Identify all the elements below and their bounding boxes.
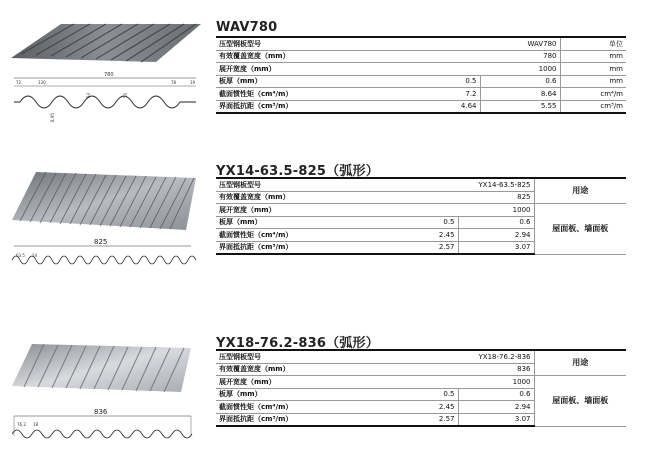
yx14-spec-table xyxy=(216,177,626,255)
table-row: 展开宽度（mm） 1000 屋面板、墙面板 xyxy=(216,376,626,389)
wav780-dim-53a: 53 xyxy=(86,92,91,98)
table-row: 压型钢板型号 YX14-63.5-825 用途 xyxy=(216,178,626,191)
wav780-dim-78: 78 xyxy=(171,80,177,85)
table-row: 界面抵抗距（cm³/m） 4.64 5.55 cm³/m xyxy=(216,100,626,113)
yx14-dim-total: 825 xyxy=(94,238,108,246)
yx18-dim-total: 836 xyxy=(94,408,108,416)
table-row: 展开宽度（mm） 1000 屋面板、墙面板 xyxy=(216,204,626,217)
table-row: 板厚（mm） 0.5 0.6 xyxy=(216,216,626,229)
product-yx18 xyxy=(0,320,650,450)
yx18-dim-depth: 18 xyxy=(33,422,39,427)
table-row: 压型钢板型号 YX18-76.2-836 用途 xyxy=(216,350,626,363)
yx18-dim-pitch: 76.2 xyxy=(17,422,26,427)
wav780-dim-9: 8.95 xyxy=(50,113,55,122)
yx18-title: YX18-76.2-836（弧形） xyxy=(216,336,379,351)
yx18-use-value: 屋面板、墙面板 xyxy=(534,376,626,427)
wav780-dim-19: 19 xyxy=(190,80,196,85)
table-row: 压型钢板型号 WAV780 单位 xyxy=(216,37,626,50)
yx14-use-value: 屋面板、墙面板 xyxy=(534,204,626,255)
yx14-dim-pitch: 63.5 xyxy=(16,253,25,258)
yx14-dim-depth: 14 xyxy=(32,253,38,258)
wav780-dim-130: 130 xyxy=(38,80,46,85)
table-row: 界面抵抗距（cm³/m） 2.57 3.07 xyxy=(216,413,626,426)
table-row: 界面抵抗距（cm³/m） 2.57 3.07 xyxy=(216,241,626,254)
yx18-sheet-image xyxy=(6,334,206,446)
table-row: 板厚（mm） 0.5 0.6 xyxy=(216,388,626,401)
yx14-title: YX14-63.5-825（弧形） xyxy=(216,164,379,179)
table-row: 板厚（mm） 0.5 0.6 mm xyxy=(216,75,626,88)
wav780-spec-table xyxy=(216,36,626,114)
yx14-use-label: 用途 xyxy=(534,178,626,204)
table-row: 展开宽度（mm） 1000 mm xyxy=(216,63,626,76)
yx14-sheet-image xyxy=(6,160,206,275)
table-row: 截面惯性矩（cm⁴/m） 2.45 2.94 xyxy=(216,229,626,242)
table-row: 有效覆盖宽度（mm） 825 xyxy=(216,191,626,204)
yx18-use-label: 用途 xyxy=(534,350,626,376)
yx18-spec-table xyxy=(216,349,626,427)
product-wav780 xyxy=(0,0,650,140)
wav780-dim-72: 72 xyxy=(16,80,22,85)
wav780-title: WAV780 xyxy=(216,20,278,35)
wav780-dim-53b: 53 xyxy=(123,92,128,98)
table-row: 截面惯性矩（cm⁴/m） 7.2 8.64 cm⁴/m xyxy=(216,88,626,101)
table-row: 有效覆盖宽度（mm） 780 mm xyxy=(216,50,626,63)
table-row: 有效覆盖宽度（mm） 836 xyxy=(216,363,626,376)
wav780-sheet-image xyxy=(6,18,206,138)
wav780-dim-total: 780 xyxy=(104,72,114,78)
product-yx14 xyxy=(0,150,650,280)
table-row: 截面惯性矩（cm⁴/m） 2.45 2.94 xyxy=(216,401,626,414)
